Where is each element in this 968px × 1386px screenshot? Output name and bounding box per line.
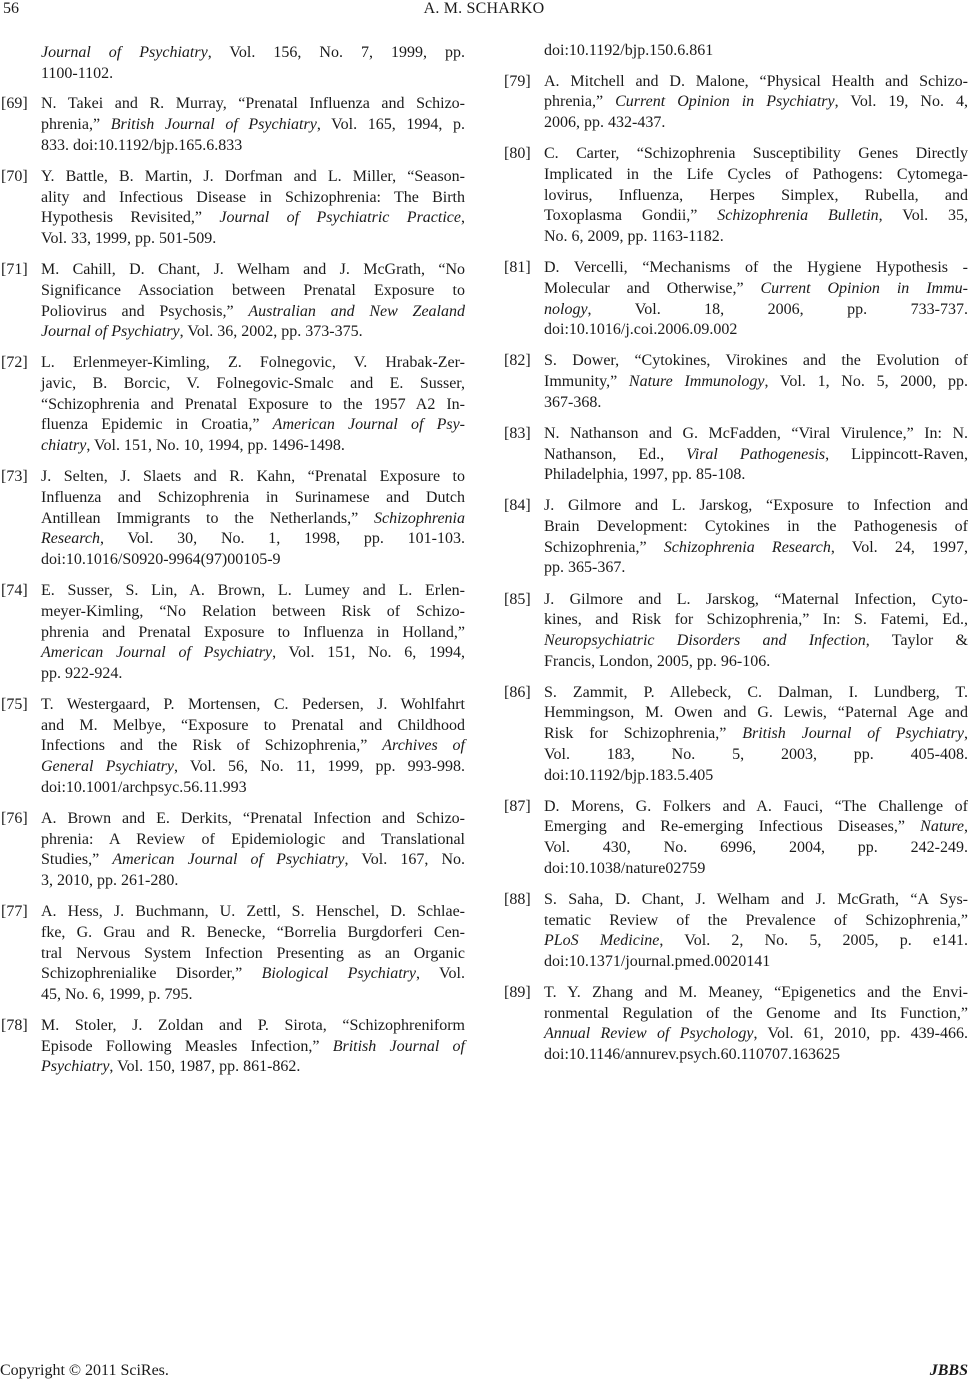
text-line <box>544 724 968 745</box>
text-line <box>41 944 465 965</box>
reference-item <box>504 890 968 973</box>
journal-title: Journal of Psychiatric Practice <box>219 209 462 227</box>
text-line <box>544 683 968 704</box>
text-line <box>41 902 465 923</box>
text-line <box>544 1024 968 1045</box>
reference-item <box>504 797 968 880</box>
text-segment: fke, G. Grau and R. Benecke, “Borrelia Burgdorferi Cen- <box>41 923 465 941</box>
text-segment: pp. 365-367. <box>544 559 626 577</box>
text-segment: meyer-Kimling, “No Relation between Risk of Schizo- <box>41 602 465 620</box>
reference-number: [84] <box>504 497 531 515</box>
text-line <box>544 610 968 631</box>
text-line <box>41 550 465 571</box>
text-segment: S. Zammit, P. Allebeck, C. Dalman, I. Lundberg, T. <box>544 683 968 701</box>
text-segment: J. Gilmore and L. Jarskog, “Maternal Infection, Cyto- <box>544 590 968 608</box>
text-line <box>544 424 968 445</box>
text-segment: T. Westergaard, P. Mortensen, C. Pedersen, J. Wohlfahrt <box>41 696 465 714</box>
reference-number: [70] <box>1 167 28 185</box>
reference-item <box>504 590 968 673</box>
text-line <box>544 859 968 880</box>
text-line <box>41 281 465 302</box>
text-line <box>544 745 968 766</box>
reference-number: [72] <box>1 354 28 372</box>
text-line <box>544 983 968 1004</box>
reference-number: [73] <box>1 468 28 486</box>
text-segment: Episode Following Measles Infection,” <box>41 1037 333 1055</box>
reference-text <box>544 424 968 486</box>
text-segment: L. Erlenmeyer-Kimling, Z. Folnegovic, V. Hrabak-Zer- <box>41 354 465 372</box>
reference-list <box>504 72 968 1066</box>
text-segment: , Vol. <box>416 965 465 983</box>
text-line <box>41 602 465 623</box>
text-segment: doi:10.1016/S0920-9964(97)00105-9 <box>41 551 281 569</box>
text-segment: doi:10.1192/bjp.183.5.405 <box>544 766 714 784</box>
text-segment: phrenia and Prenatal Exposure to Influenza in Holland,” <box>41 623 465 641</box>
text-segment: fluenza Epidemic in Croatia,” <box>41 416 273 434</box>
reference-text <box>41 581 465 685</box>
text-segment: , Vol. 150, 1987, pp. 861-862. <box>109 1058 301 1076</box>
reference-number: [69] <box>1 95 28 113</box>
text-segment: , Vol. 18, 2006, pp. 733-737. <box>587 300 968 318</box>
reference-text <box>41 1016 465 1078</box>
text-segment: Toxoplasma Gondii,” <box>544 207 718 225</box>
text-line <box>544 227 968 248</box>
journal-title: American Journal of Psychiatry <box>112 851 345 869</box>
text-segment: javic, B. Borcic, V. Folnegovic-Smalc and E. Susser, <box>41 375 465 393</box>
text-segment: pp. 922-924. <box>41 664 123 682</box>
reference-item <box>504 683 968 787</box>
text-segment: , Vol. 151, No. 10, 1994, pp. 1496-1498. <box>86 437 345 455</box>
reference-text <box>544 258 968 341</box>
text-segment: J. Selten, J. Slaets and R. Kahn, “Prenatal Exposure to <box>41 468 465 486</box>
journal-title: Journal of Psychiatry <box>41 323 180 341</box>
text-line <box>41 830 465 851</box>
text-line <box>41 736 465 757</box>
text-segment: S. Saha, D. Chant, J. Welham and J. McGrath, “A Sys- <box>544 890 968 908</box>
text-line <box>544 393 968 414</box>
text-segment: D. Vercelli, “Mechanisms of the Hygiene Hypothesis - <box>544 259 968 277</box>
text-segment: doi:10.1038/nature02759 <box>544 859 706 877</box>
text-line <box>544 351 968 372</box>
text-segment: doi:10.1016/j.coi.2006.09.002 <box>544 321 738 339</box>
text-line <box>41 695 465 716</box>
reference-number: [81] <box>504 259 531 277</box>
text-line <box>41 964 465 985</box>
text-segment: and M. Melbye, “Exposure to Prenatal and Childhood <box>41 716 465 734</box>
text-line <box>41 809 465 830</box>
reference-item <box>1 809 466 892</box>
text-line <box>544 931 968 952</box>
reference-item <box>504 258 968 341</box>
text-line <box>41 664 465 685</box>
text-segment: M. Stoler, J. Zoldan and P. Sirota, “Schizophreniform <box>41 1017 465 1035</box>
text-segment: ality and Infectious Disease in Schizophrenia: The Birth <box>41 188 465 206</box>
text-line <box>41 436 465 457</box>
reference-text <box>544 72 968 134</box>
text-segment: 45, No. 6, 1999, p. 795. <box>41 985 193 1003</box>
text-segment: Immunity,” <box>544 373 629 391</box>
text-segment: Infections and the Risk of Schizophrenia,” <box>41 737 383 755</box>
text-line <box>41 985 465 1006</box>
text-line <box>544 206 968 227</box>
text-segment: , Vol. 165, 1994, p. <box>316 116 466 134</box>
reference-item <box>1 260 465 343</box>
reference-text <box>544 496 968 579</box>
text-segment: doi:10.1146/annurev.psych.60.110707.163625 <box>544 1046 840 1064</box>
footer-copyright: Copyright © 2011 SciRes. <box>0 1362 169 1379</box>
text-line <box>41 115 465 136</box>
text-segment: Vol. 430, No. 6996, 2004, pp. 242-249. <box>544 839 968 857</box>
journal-title: Annual Review of Psychology <box>544 1025 754 1043</box>
text-line <box>544 279 968 300</box>
text-segment: Francis, London, 2005, pp. 96-106. <box>544 652 771 670</box>
text-line <box>41 64 465 85</box>
reference-text <box>544 351 968 413</box>
text-line <box>41 1057 465 1078</box>
journal-title: Schizophrenia <box>374 509 465 527</box>
text-line <box>544 165 968 186</box>
reference-item <box>504 424 968 486</box>
text-segment: T. Y. Zhang and M. Meaney, “Epigenetics and the Envi- <box>544 984 968 1002</box>
text-segment: E. Susser, S. Lin, A. Brown, L. Lumey and L. Erlen- <box>41 582 465 600</box>
journal-title: Biological Psychiatry <box>261 965 417 983</box>
text-segment: M. Cahill, D. Chant, J. Welham and J. McGrath, “No <box>41 261 465 279</box>
journal-title: Schizophrenia Research <box>663 538 831 556</box>
text-segment: , Vol. 167, No. <box>344 851 466 869</box>
reference-number: [74] <box>1 582 28 600</box>
text-segment: 1100-1102. <box>41 64 114 82</box>
journal-title: chiatry <box>41 437 87 455</box>
text-line <box>544 952 968 973</box>
text-line <box>41 871 465 892</box>
text-line <box>41 43 465 64</box>
text-segment: D. Morens, G. Folkers and A. Fauci, “The Challenge of <box>544 797 968 815</box>
reference-text <box>41 467 465 571</box>
reference-text <box>544 683 968 787</box>
text-line <box>41 1016 465 1037</box>
journal-title: PLoS Medicine <box>544 932 660 950</box>
text-segment: Schizophrenialike Disorder,” <box>41 965 262 983</box>
reference-item <box>504 144 968 248</box>
text-segment: phrenia,” <box>544 93 616 111</box>
reference-text <box>41 260 465 343</box>
text-segment: Y. Battle, B. Martin, J. Dorfman and L. Miller, “Season- <box>41 167 465 185</box>
reference-item <box>1 902 465 1006</box>
text-segment: Hemmingson, M. Owen and G. Lewis, “Paternal Age and <box>544 704 968 722</box>
continuation-text <box>544 41 968 62</box>
text-segment: “Schizophrenia and Prenatal Exposure to the 1957 A2 In- <box>41 395 465 413</box>
text-line <box>544 558 968 579</box>
reference-item <box>1 1016 465 1078</box>
text-segment: Significance Association between Prenatal Exposure to <box>41 281 465 299</box>
text-segment: , <box>964 725 968 743</box>
text-line <box>544 320 968 341</box>
text-line <box>544 300 968 321</box>
reference-number: [82] <box>504 352 531 370</box>
left-column <box>1 43 466 1089</box>
reference-item <box>504 351 968 413</box>
text-line <box>544 538 968 559</box>
text-line <box>41 229 465 250</box>
text-segment: 833. doi:10.1192/bjp.165.6.833 <box>41 136 243 154</box>
text-line <box>41 353 465 374</box>
journal-title: British Journal of Psychiatry <box>742 725 965 743</box>
text-line <box>41 302 465 323</box>
text-segment: , Vol. 19, No. 4, <box>834 93 968 111</box>
text-line <box>41 716 465 737</box>
reference-item <box>1 167 466 250</box>
reference-item <box>1 94 466 156</box>
reference-item <box>504 983 968 1066</box>
text-line <box>544 113 968 134</box>
text-segment: , Vol. 30, No. 1, 1998, pp. 101-103. <box>99 530 465 548</box>
text-segment: Brain Development: Cytokines in the Pathogenesis of <box>544 518 968 536</box>
text-segment: A. Hess, J. Buchmann, U. Zettl, S. Henschel, D. Schlae- <box>41 903 465 921</box>
journal-title: British Journal of Psychiatry <box>110 116 317 134</box>
reference-number: [85] <box>504 590 531 608</box>
reference-item <box>1 581 466 685</box>
text-segment: , Vol. 36, 2002, pp. 373-375. <box>179 323 363 341</box>
text-line <box>544 838 968 859</box>
reference-number: [77] <box>1 903 28 921</box>
text-segment: Schizophrenia,” <box>544 538 664 556</box>
reference-text <box>41 94 465 156</box>
text-segment: Philadelphia, 1997, pp. 85-108. <box>544 466 746 484</box>
text-segment: ronmental Regulation of the Genome and Its Function,” <box>544 1004 968 1022</box>
text-line <box>41 923 465 944</box>
journal-title: Psychiatry <box>41 1058 110 1076</box>
journal-title: Schizophrenia Bulletin <box>717 207 879 225</box>
text-line <box>41 623 465 644</box>
journal-title: Archives of <box>382 737 466 755</box>
text-segment: , Vol. 61, 2010, pp. 439-466. <box>753 1025 968 1043</box>
text-line <box>41 850 465 871</box>
text-segment: , Lippincott-Raven, <box>825 445 968 463</box>
text-segment: N. Takei and R. Murray, “Prenatal Influenza and Schizo- <box>41 95 465 113</box>
text-segment: No. 6, 2009, pp. 1163-1182. <box>544 228 724 246</box>
text-line <box>544 144 968 165</box>
text-segment: Studies,” <box>41 851 113 869</box>
reference-number: [88] <box>504 890 531 908</box>
journal-title: nology <box>544 300 588 318</box>
text-line <box>544 1045 968 1066</box>
text-line <box>544 258 968 279</box>
text-segment: A. Mitchell and D. Malone, “Physical Health and Schizo- <box>544 72 968 90</box>
text-segment: phrenia,” <box>41 116 111 134</box>
text-segment: kines, and Risk for Schizophrenia,” In: S. Fatemi, Ed., <box>544 611 968 629</box>
text-line <box>41 208 465 229</box>
reference-text <box>544 890 968 973</box>
reference-text <box>544 144 968 248</box>
text-segment: Hypothesis Revisited,” <box>41 209 220 227</box>
footer-journal: JBBS <box>929 1362 968 1379</box>
text-segment: doi:10.1371/journal.pmed.0020141 <box>544 952 771 970</box>
reference-text <box>41 902 465 1006</box>
text-segment: 3, 2010, pp. 261-280. <box>41 872 179 890</box>
reference-item <box>1 467 465 571</box>
text-segment: C. Carter, “Schizophrenia Susceptibility Genes Directly <box>544 145 968 163</box>
right-column <box>504 41 968 1076</box>
text-segment: , Vol. 156, No. 7, 1999, pp. <box>207 44 466 61</box>
text-line <box>544 465 968 486</box>
text-segment: Implicated in the Life Cycles of Pathogens: Cytomega- <box>544 165 968 183</box>
text-segment: , Vol. 2, No. 5, 2005, p. e141. <box>659 932 968 950</box>
text-line <box>41 322 465 343</box>
text-segment: N. Nathanson and G. McFadden, “Viral Virulence,” In: N. <box>544 424 968 442</box>
reference-text <box>544 797 968 880</box>
text-segment: 367-368. <box>544 393 602 411</box>
text-segment: , <box>461 209 466 227</box>
journal-title: Journal of Psychiatry <box>41 44 208 61</box>
text-line <box>544 92 968 113</box>
text-line <box>544 797 968 818</box>
text-line <box>544 631 968 652</box>
text-line <box>41 581 465 602</box>
reference-text <box>41 809 465 892</box>
reference-text <box>41 353 465 457</box>
text-line <box>41 778 465 799</box>
text-line <box>544 517 968 538</box>
text-segment: , Vol. 24, 1997, <box>830 538 968 556</box>
text-line <box>544 445 968 466</box>
text-line <box>41 395 465 416</box>
journal-title: Nature <box>920 818 964 836</box>
text-segment: Vol. 33, 1999, pp. 501-509. <box>41 230 217 248</box>
text-line <box>544 911 968 932</box>
journal-title: Current Opinion in Psychiatry <box>615 93 835 111</box>
reference-number: [89] <box>504 984 531 1002</box>
reference-number: [80] <box>504 145 531 163</box>
reference-list <box>1 94 466 1078</box>
text-line <box>544 496 968 517</box>
text-line <box>544 766 968 787</box>
text-segment: phrenia: A Review of Epidemiologic and Translational <box>41 830 465 848</box>
text-segment: Risk for Schizophrenia,” <box>544 725 743 743</box>
text-segment: S. Dower, “Cytokines, Virokines and the Evolution of <box>544 352 968 370</box>
reference-number: [76] <box>1 809 28 827</box>
text-line <box>41 757 465 778</box>
text-line <box>544 372 968 393</box>
text-segment: Vol. 183, No. 5, 2003, pp. 405-408. <box>544 745 968 763</box>
text-segment: doi:10.1192/bjp.150.6.861 <box>544 42 714 59</box>
reference-item <box>1 695 466 799</box>
text-segment: , <box>964 818 968 836</box>
text-line <box>544 817 968 838</box>
text-segment: lovirus, Influenza, Herpes Simplex, Rubella, and <box>544 186 968 204</box>
journal-title: Neuropsychiatric Disorders and Infection <box>544 631 866 649</box>
journal-title: British Journal of <box>332 1037 465 1055</box>
text-segment: Poliovirus and Psychosis,” <box>41 302 249 320</box>
reference-text <box>41 695 465 799</box>
text-line <box>41 94 465 115</box>
page-number: 56 <box>3 0 19 17</box>
text-segment: Antillean Immigrants to the Netherlands,” <box>41 509 375 527</box>
text-line <box>41 1037 465 1058</box>
text-line <box>41 509 465 530</box>
reference-text <box>544 983 968 1066</box>
journal-title: Australian and New Zealand <box>248 302 465 320</box>
text-segment: tral Nervous System Infection Presenting as an Organic <box>41 944 465 962</box>
text-line <box>544 186 968 207</box>
text-line <box>41 643 465 664</box>
text-line <box>41 188 465 209</box>
text-line <box>544 41 968 62</box>
text-segment: , Taylor & <box>865 631 968 649</box>
reference-item <box>1 353 465 457</box>
reference-number: [83] <box>504 424 531 442</box>
reference-number: [86] <box>504 683 531 701</box>
journal-title: Current Opinion in Immu- <box>760 279 968 297</box>
reference-text <box>41 167 465 250</box>
text-line <box>544 590 968 611</box>
text-segment: , Vol. 35, <box>878 207 968 225</box>
text-line <box>41 415 465 436</box>
text-segment: doi:10.1001/archpsyc.56.11.993 <box>41 778 247 796</box>
text-line <box>41 488 465 509</box>
text-line <box>41 167 465 188</box>
text-segment: Molecular and Otherwise,” <box>544 279 761 297</box>
journal-title: General Psychiatry <box>41 758 175 776</box>
text-line <box>41 374 465 395</box>
text-segment: Emerging and Re-emerging Infectious Diseases,” <box>544 818 921 836</box>
text-line <box>544 703 968 724</box>
text-line <box>544 652 968 673</box>
text-segment: , Vol. 1, No. 5, 2000, pp. <box>764 373 968 391</box>
journal-title: American Journal of Psy- <box>272 416 465 434</box>
reference-number: [78] <box>1 1017 28 1035</box>
journal-title: Nature Immunology <box>628 373 765 391</box>
reference-number: [75] <box>1 696 28 714</box>
journal-title: American Journal of Psychiatry <box>41 644 273 662</box>
text-segment: J. Gilmore and L. Jarskog, “Exposure to Infection and <box>544 497 968 515</box>
journal-title: Research <box>41 530 100 548</box>
running-head: A. M. SCHARKO <box>423 0 545 17</box>
text-segment: Nathanson, Ed., <box>544 445 687 463</box>
text-line <box>544 1004 968 1025</box>
text-segment: Influenza and Schizophrenia in Surinamese and Dutch <box>41 488 465 506</box>
continuation-text <box>41 43 465 84</box>
journal-title: Viral Pathogenesis <box>686 445 826 463</box>
text-segment: , Vol. 151, No. 6, 1994, <box>272 644 466 662</box>
text-segment: A. Brown and E. Derkits, “Prenatal Infection and Schizo- <box>41 809 465 827</box>
reference-item <box>504 72 968 134</box>
text-segment: tematic Review of the Prevalence of Schizophrenia,” <box>544 911 968 929</box>
text-line <box>41 529 465 550</box>
reference-item <box>504 496 968 579</box>
text-line <box>41 136 465 157</box>
text-line <box>544 72 968 93</box>
text-segment: , Vol. 56, No. 11, 1999, pp. 993-998. <box>174 758 466 776</box>
reference-number: [79] <box>504 72 531 90</box>
reference-text <box>544 590 968 673</box>
text-line <box>41 260 465 281</box>
text-segment: 2006, pp. 432-437. <box>544 114 666 132</box>
reference-number: [87] <box>504 797 531 815</box>
text-line <box>41 467 465 488</box>
reference-number: [71] <box>1 261 28 279</box>
text-line <box>544 890 968 911</box>
